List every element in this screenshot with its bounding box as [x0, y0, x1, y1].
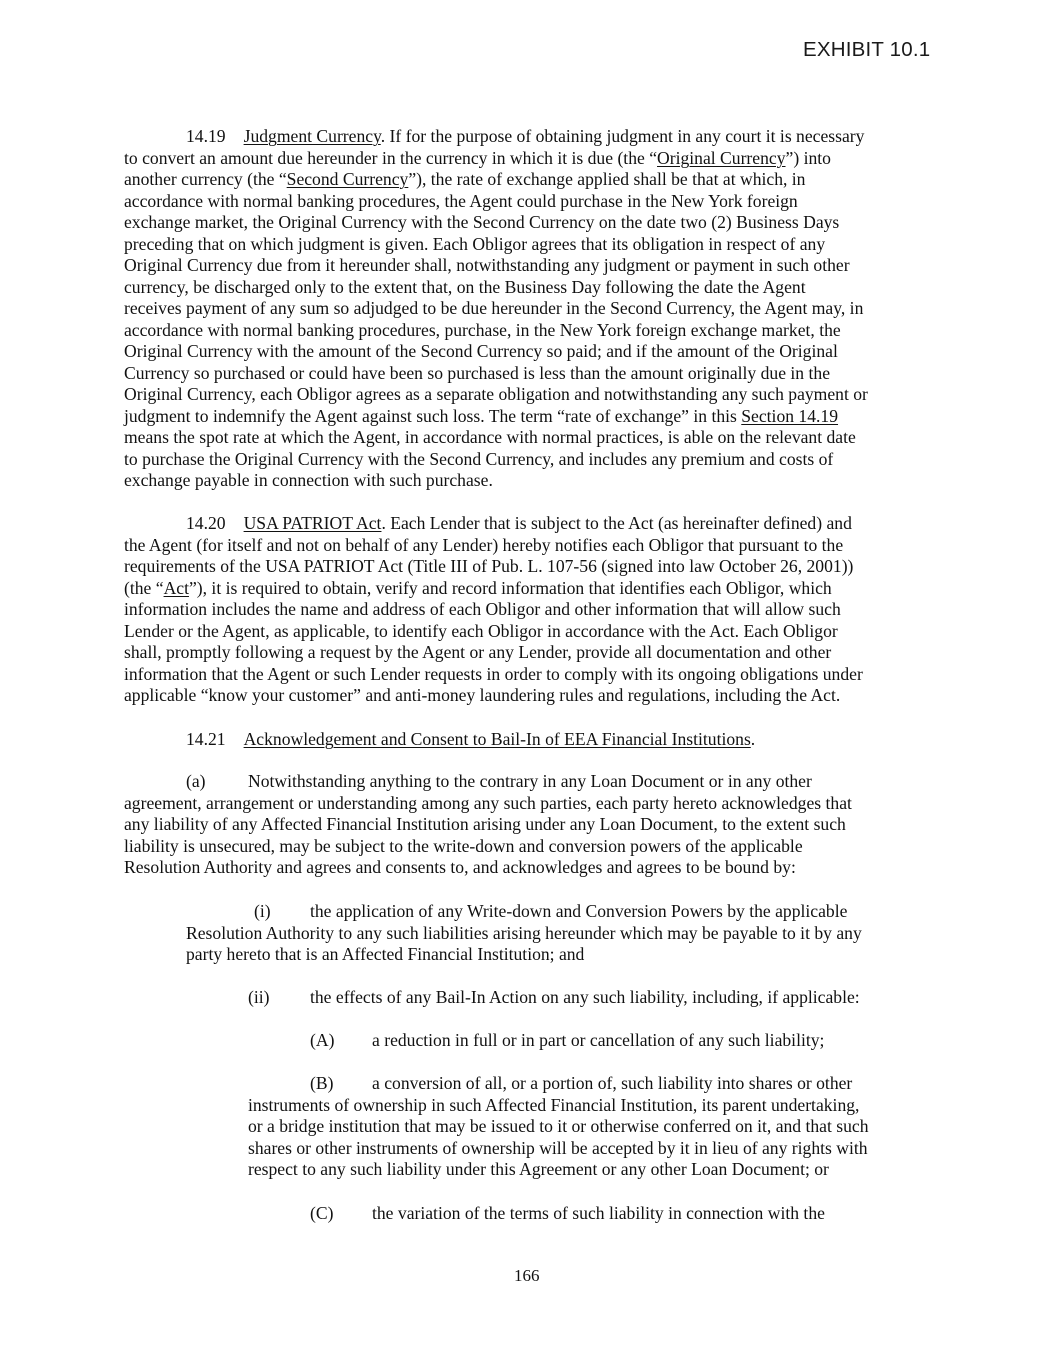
paragraph-line: agreement, arrangement or understanding among any such parties, each party hereto acknowledges that: [124, 792, 852, 813]
defined-term-act: Act: [163, 577, 189, 598]
paragraph-line: information includes the name and address of each Obligor and other information that will allow such: [124, 599, 841, 619]
paragraph-line: shall, promptly following a request by the Agent or any Lender, provide all documentation and other: [124, 642, 832, 662]
section-number: 14.21: [186, 729, 226, 749]
paragraph-line: accordance with normal banking procedures, purchase, in the New York foreign exchange market, the: [124, 319, 841, 340]
clause-label: (ii): [248, 987, 270, 1007]
paragraph-line: another currency (the “: [124, 169, 287, 189]
section-title: Judgment Currency: [243, 126, 381, 146]
paragraph-line: any liability of any Affected Financial Institution arising under any Loan Document, to the extent such: [124, 814, 846, 834]
paragraph-line: party hereto that is an Affected Financial Institution; and: [186, 944, 585, 964]
paragraph-line: the effects of any Bail-In Action on any such liability, including, if applicable:: [310, 987, 860, 1007]
paragraph-line: requirements of the USA PATRIOT Act (Title III of Pub. L. 107-56 (signed into law October 26, 2001)): [124, 556, 854, 576]
section-cross-reference: Section 14.19: [741, 405, 839, 426]
paragraph-line: liability is unsecured, may be subject to the write-down and conversion powers of the applicable: [124, 835, 803, 856]
paragraph-line: means the spot rate at which the Agent, in accordance with normal practices, is able on the relevant date: [124, 427, 856, 447]
paragraph-line: respect to any such liability under this Agreement or any other Loan Document; or: [248, 1159, 829, 1179]
paragraph-line: Original Currency with the amount of the Second Currency so paid; and if the amount of the Original: [124, 341, 838, 361]
clause-label: (C): [310, 1203, 334, 1223]
paragraph-line: accordance with normal banking procedures, the Agent could purchase in the New York foreign: [124, 190, 798, 211]
defined-term-second-currency: Second Currency: [286, 169, 409, 189]
clause-label: (a): [186, 771, 206, 791]
paragraph-line: the Agent (for itself and not on behalf of any Lender) hereby notifies each Obligor that pursuant to the: [124, 534, 844, 555]
paragraph-line: information that the Agent or such Lender requests in order to comply with its ongoing obligations under: [124, 663, 863, 684]
section-title: USA PATRIOT Act: [243, 513, 382, 533]
paragraph-line: preceding that on which judgment is given. Each Obligor agrees that its obligation in respect of any: [124, 233, 826, 254]
paragraph-line: Resolution Authority and agrees and consents to, and acknowledges and agrees to be bound by:: [124, 857, 796, 877]
defined-term-original-currency: Original Currency: [657, 147, 786, 168]
paragraph-line: currency, be discharged only to the extent that, on the Business Day following the date the Agent: [124, 276, 806, 297]
paragraph-line: (the “: [124, 577, 164, 598]
paragraph-line: Original Currency, each Obligor agrees as a separate obligation and notwithstanding any such payment or: [124, 384, 868, 404]
paragraph-line: Resolution Authority to any such liabilities arising hereunder which may be payable to it by any: [186, 922, 862, 943]
paragraph-line: the application of any Write-down and Conversion Powers by the applicable: [310, 901, 848, 921]
paragraph-line: judgment to indemnify the Agent against such loss. The term “rate of exchange” in this: [124, 405, 742, 426]
section-number: 14.19: [186, 126, 226, 146]
paragraph-line: Lender or the Agent, as applicable, to identify each Obligor in accordance with the Act. Each Obligor: [124, 620, 838, 641]
paragraph-line: to purchase the Original Currency with the Second Currency, and includes any premium and costs of: [124, 448, 834, 469]
paragraph-line: Notwithstanding anything to the contrary in any Loan Document or in any other: [248, 771, 812, 791]
paragraph-line: the variation of the terms of such liability in connection with the: [372, 1203, 825, 1223]
paragraph-line: . If for the purpose of obtaining judgment in any court it is necessary: [380, 126, 865, 146]
paragraph-line: a reduction in full or in part or cancellation of any such liability;: [372, 1030, 825, 1050]
paragraph-line: a conversion of all, or a portion of, such liability into shares or other: [372, 1073, 853, 1093]
paragraph-line: instruments of ownership in such Affected Financial Institution, its parent undertaking,: [248, 1094, 860, 1115]
paragraph-line: receives payment of any sum so adjudged to be due hereunder in the Second Currency, the Agent may, in: [124, 298, 864, 318]
paragraph-line: or a bridge institution that may be issued to it or otherwise conferred on it, and that such: [248, 1116, 869, 1136]
paragraph-line: . Each Lender that is subject to the Act (as hereinafter defined) and: [381, 513, 852, 533]
page-number: 166: [514, 1266, 540, 1285]
exhibit-label: EXHIBIT 10.1: [803, 38, 931, 61]
paragraph-line: exchange payable in connection with such purchase.: [124, 470, 493, 490]
section-number: 14.20: [186, 513, 226, 533]
clause-label: (A): [310, 1030, 335, 1050]
paragraph-line: applicable “know your customer” and anti-money laundering rules and regulations, including the Act.: [124, 685, 841, 705]
section-title: Acknowledgement and Consent to Bail-In of EEA Financial Institutions: [243, 729, 751, 749]
paragraph-line: to convert an amount due hereunder in the currency in which it is due (the “: [124, 147, 658, 168]
paragraph-line: Original Currency due from it hereunder shall, notwithstanding any judgment or payment in such other: [124, 255, 850, 275]
clause-label: (B): [310, 1073, 334, 1093]
paragraph-line: exchange market, the Original Currency with the Second Currency on the date two (2) Business Days: [124, 212, 840, 232]
clause-label: (i): [254, 901, 271, 921]
paragraph-line: Currency so purchased or could have been so purchased is less than the amount originally due in the: [124, 362, 831, 383]
paragraph-line: shares or other instruments of ownership will be accepted by it in lieu of any rights with: [248, 1137, 868, 1158]
